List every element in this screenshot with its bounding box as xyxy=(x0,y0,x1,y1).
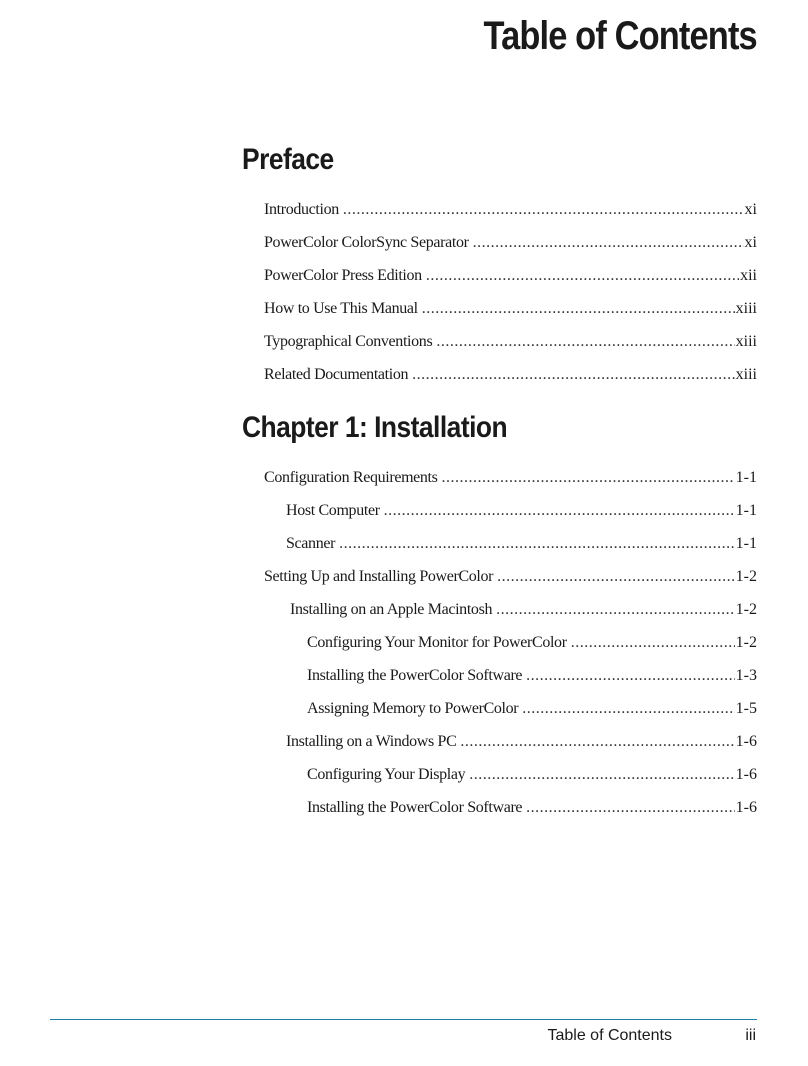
toc-entry-page: xii xyxy=(740,267,757,284)
footer-page-number: iii xyxy=(745,1027,756,1044)
dot-leader xyxy=(473,232,744,254)
dot-leader xyxy=(436,331,734,353)
toc-entry-label: Configuration Requirements xyxy=(264,469,438,486)
toc-entry-colorsync-separator[interactable] xyxy=(264,232,757,254)
section-heading-chapter-1: Chapter 1: Installation xyxy=(242,411,508,444)
toc-entry-configuring-monitor[interactable] xyxy=(307,632,757,654)
toc-entry-page: 1-1 xyxy=(735,469,757,486)
dot-leader xyxy=(496,599,735,621)
toc-entry-installing-software-pc[interactable] xyxy=(307,797,757,819)
toc-entry-typographical-conventions[interactable] xyxy=(264,331,757,353)
dot-leader xyxy=(343,199,744,221)
toc-entry-page: 1-5 xyxy=(735,700,757,717)
toc-entry-label: Installing on a Windows PC xyxy=(286,733,457,750)
dot-leader xyxy=(339,533,735,555)
toc-entry-page: 1-2 xyxy=(735,634,757,651)
dot-leader xyxy=(571,632,735,654)
toc-entry-configuration-requirements[interactable] xyxy=(264,467,757,489)
toc-entry-assigning-memory[interactable] xyxy=(307,698,757,720)
dot-leader xyxy=(497,566,735,588)
section-heading-preface: Preface xyxy=(242,143,334,176)
toc-entry-label: How to Use This Manual xyxy=(264,300,418,317)
dot-leader xyxy=(526,665,735,687)
toc-entry-page: 1-2 xyxy=(735,601,757,618)
toc-entry-label: Setting Up and Installing PowerColor xyxy=(264,568,494,585)
toc-entry-label: Configuring Your Monitor for PowerColor xyxy=(307,634,567,651)
toc-entry-configuring-display[interactable] xyxy=(307,764,757,786)
page-title: Table of Contents xyxy=(483,14,757,58)
toc-entry-page: xi xyxy=(744,234,757,251)
toc-entry-scanner[interactable] xyxy=(286,533,757,555)
toc-entry-label: Host Computer xyxy=(286,502,380,519)
toc-entry-label: Typographical Conventions xyxy=(264,333,433,350)
dot-leader xyxy=(422,298,735,320)
toc-entry-label: Assigning Memory to PowerColor xyxy=(307,700,519,717)
footer-label: Table of Contents xyxy=(547,1027,672,1044)
toc-entry-installing-software-mac[interactable] xyxy=(307,665,757,687)
dot-leader xyxy=(412,364,734,386)
toc-entry-press-edition[interactable] xyxy=(264,265,757,287)
toc-entry-page: xiii xyxy=(735,333,757,350)
toc-entry-how-to-use[interactable] xyxy=(264,298,757,320)
footer-rule xyxy=(50,1019,757,1020)
dot-leader xyxy=(526,797,735,819)
toc-entry-page: 1-6 xyxy=(735,733,757,750)
toc-entry-label: PowerColor ColorSync Separator xyxy=(264,234,469,251)
dot-leader xyxy=(384,500,735,522)
toc-entry-label: Scanner xyxy=(286,535,336,552)
dot-leader xyxy=(522,698,734,720)
toc-entry-page: 1-2 xyxy=(735,568,757,585)
toc-entry-label: Introduction xyxy=(264,201,339,218)
toc-entry-page: 1-3 xyxy=(735,667,757,684)
toc-entry-introduction[interactable] xyxy=(264,199,757,221)
toc-entry-page: xiii xyxy=(735,300,757,317)
toc-entry-label: Configuring Your Display xyxy=(307,766,466,783)
toc-entry-page: xiii xyxy=(735,366,757,383)
toc-entry-related-documentation[interactable] xyxy=(264,364,757,386)
toc-entry-label: Related Documentation xyxy=(264,366,409,383)
dot-leader xyxy=(426,265,739,287)
toc-entry-page: 1-1 xyxy=(735,535,757,552)
toc-entry-host-computer[interactable] xyxy=(286,500,757,522)
toc-entry-label: Installing on an Apple Macintosh xyxy=(290,601,493,618)
toc-entry-page: 1-6 xyxy=(735,766,757,783)
toc-entry-installing-mac[interactable] xyxy=(290,599,757,621)
toc-entry-label: Installing the PowerColor Software xyxy=(307,667,523,684)
toc-entry-label: Installing the PowerColor Software xyxy=(307,799,523,816)
toc-entry-page: 1-6 xyxy=(735,799,757,816)
dot-leader xyxy=(469,764,734,786)
toc-entry-page: 1-1 xyxy=(735,502,757,519)
toc-entry-label: PowerColor Press Edition xyxy=(264,267,422,284)
toc-entry-setting-up[interactable] xyxy=(264,566,757,588)
dot-leader xyxy=(442,467,735,489)
toc-entry-installing-windows[interactable] xyxy=(286,731,757,753)
dot-leader xyxy=(460,731,734,753)
toc-entry-page: xi xyxy=(744,201,757,218)
